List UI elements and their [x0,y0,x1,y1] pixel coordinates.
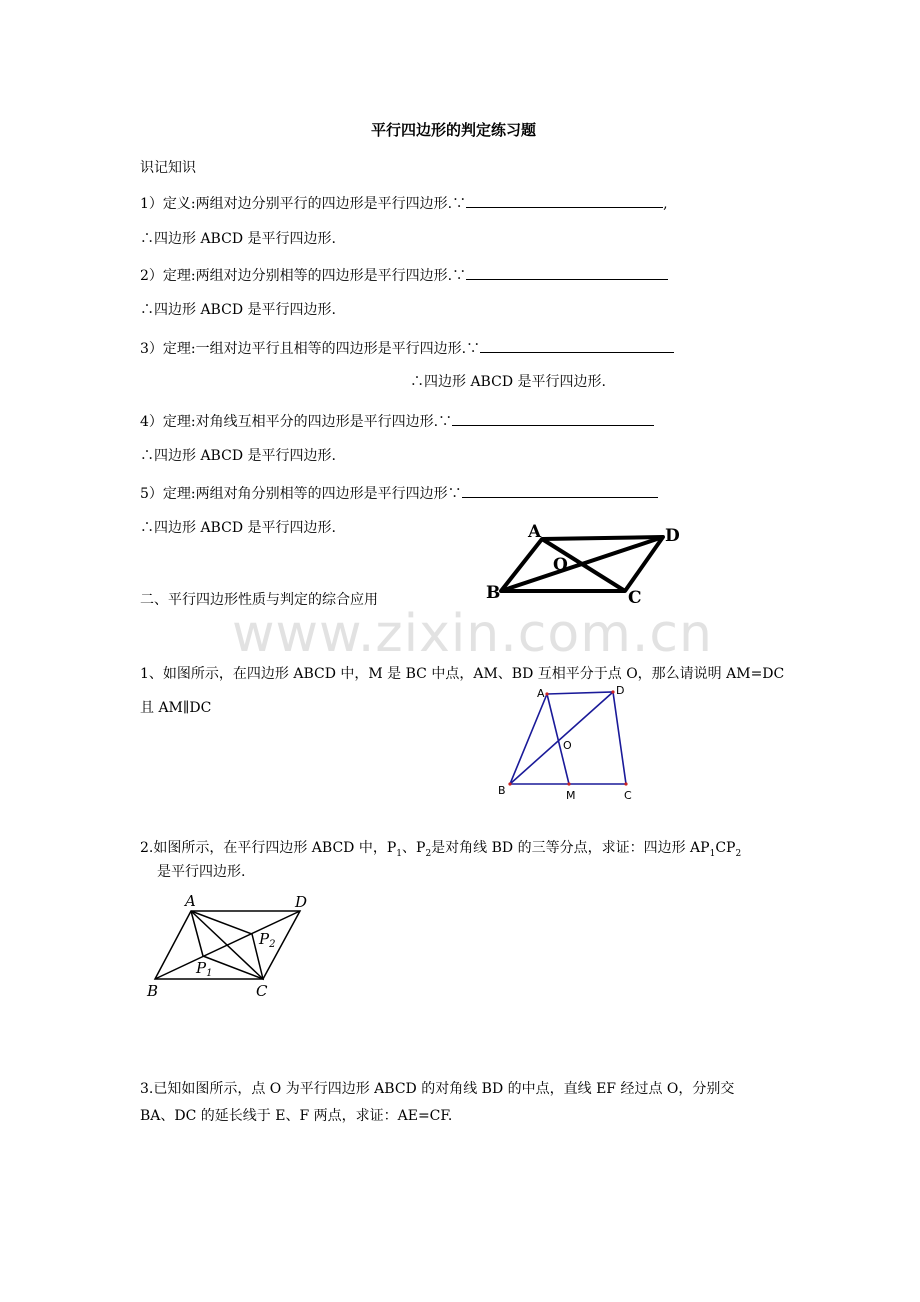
fig2-point-a [545,692,548,695]
fig1-label-d: D [665,526,680,546]
item-4-blank [452,410,654,426]
fig1-label-a: A [528,522,542,542]
problem-2-sub-4: 2 [735,848,742,859]
item-5-conclusion: ∴四边形 ABCD 是平行四边形. [140,520,336,536]
problem-2-sub-3: 1 [709,848,716,859]
item-5-text: 5）定理:两组对角分别相等的四边形是平行四边形∵ [140,486,462,502]
item-4-conclusion: ∴四边形 ABCD 是平行四边形. [140,448,336,464]
figure-parallelogram-3 [143,892,323,1002]
item-2-conclusion: ∴四边形 ABCD 是平行四边形. [140,302,336,318]
fig2-point-m [567,782,570,785]
item-2-text: 2）定理:两组对边分别相等的四边形是平行四边形.∵ [140,268,467,284]
figure-parallelogram-1 [480,515,690,610]
fig3-label-p2: $P_2$ [259,930,276,950]
item-3-conclusion: ∴四边形 ABCD 是平行四边形. [410,374,606,390]
problem-2-line-1 [140,838,741,864]
problem-2-text-b: 、P [402,840,426,856]
fig2-label-c: C [624,789,632,802]
problem-2-text-c: 是对角线 BD 的三等分点，求证：四边形 AP [431,840,710,856]
problem-3-line-1: 3.已知如图所示，点 O 为平行四边形 ABCD 的对角线 BD 的中点，直线 EF 经过点 O，分别交 [140,1081,735,1097]
fig1-diagonal-bd [501,537,663,591]
item-3 [140,337,674,359]
item-1-tail: , [663,196,668,212]
fig2-label-o: O [563,739,572,752]
fig2-point-c [624,782,627,785]
item-3-text: 3）定理:一组对边平行且相等的四边形是平行四边形.∵ [140,341,481,357]
problem-2-line-2: 是平行四边形. [157,864,246,880]
problem-2-text-a: 2.如图所示，在平行四边形 ABCD 中，P [140,840,397,856]
fig1-label-o: O [553,555,568,575]
item-2-blank [466,264,668,280]
item-5 [140,482,658,504]
fig3-label-b: B [147,982,159,1000]
problem-2-sub-2: 2 [425,848,432,859]
item-3-blank [480,337,674,353]
fig2-diagonal-bd [510,692,613,784]
item-1-text: 1）定义:两组对边分别平行的四边形是平行四边形.∵ [140,196,467,212]
watermark: www.zixin.com.cn [232,604,713,664]
page-title: 平行四边形的判定练习题 [371,121,537,139]
fig1-label-c: C [628,588,642,608]
problem-3-line-2: BA、DC 的延长线于 E、F 两点，求证：AE=CF. [140,1108,453,1124]
item-1-conclusion: ∴四边形 ABCD 是平行四边形. [140,231,336,247]
problem-2-sub-1: 1 [396,848,403,859]
fig3-label-c: C [256,982,268,1000]
problem-2-text-d: CP [715,840,736,856]
fig3-label-p1: $P_1$ [196,959,213,979]
fig3-label-d: D [295,893,308,911]
fig2-point-b [508,782,511,785]
fig2-label-m: M [566,789,576,802]
fig3-label-a: A [185,892,196,910]
section2-heading: 二、平行四边形性质与判定的综合应用 [140,592,378,608]
item-1-blank [466,192,663,208]
fig2-label-b: B [498,784,506,797]
fig2-point-d [611,690,614,693]
fig2-label-d: D [616,684,625,697]
item-1 [140,192,668,214]
section1-heading: 识记知识 [140,160,196,176]
fig1-label-b: B [486,583,501,603]
item-5-blank [462,482,658,498]
item-4-text: 4）定理:对角线互相平分的四边形是平行四边形.∵ [140,414,453,430]
item-4 [140,410,654,432]
problem-1-line-2: 且 AM∥DC [140,700,212,716]
fig2-outline [510,692,626,784]
fig2-label-a: A [537,687,545,700]
problem-1-line-1: 1、如图所示，在四边形 ABCD 中，M 是 BC 中点，AM、BD 互相平分于点 O，那么请说明 AM=DC [140,666,785,682]
item-2 [140,264,668,286]
figure-quadrilateral-2 [495,683,645,803]
